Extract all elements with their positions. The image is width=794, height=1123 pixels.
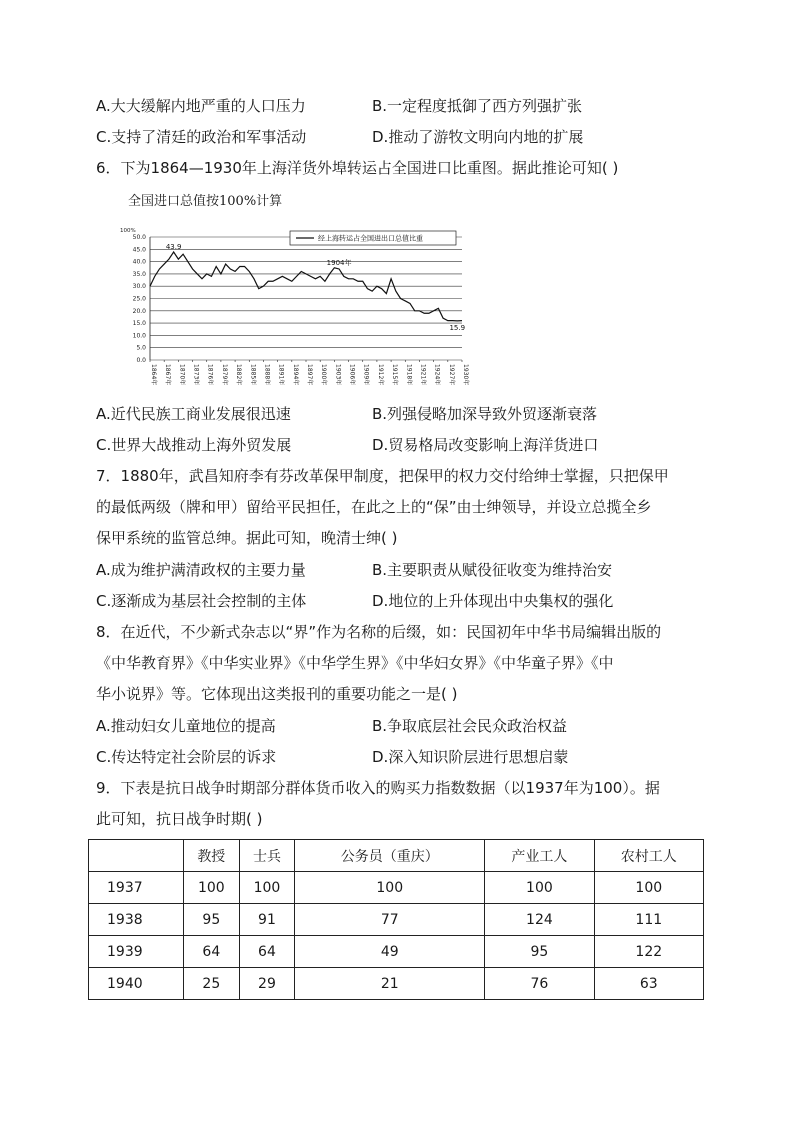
q7-option-d[interactable]: D.地位的上升体现出中央集权的强化 xyxy=(372,592,614,610)
table-header-cell: 公务员（重庆） xyxy=(295,840,485,872)
table-cell: 111 xyxy=(594,904,703,936)
x-tick-label: 1885年 xyxy=(249,364,257,386)
x-tick-label: 1906年 xyxy=(348,364,356,386)
data-label: 43.9 xyxy=(165,243,182,252)
q6-option-c[interactable]: C.世界大战推动上海外贸发展 xyxy=(96,436,292,454)
q7-option-a[interactable]: A.成为维护满清政权的主要力量 xyxy=(96,561,306,579)
x-tick-label: 1900年 xyxy=(320,364,328,386)
q8-option-b[interactable]: B.争取底层社会民众政治权益 xyxy=(372,717,568,735)
x-tick-label: 1912年 xyxy=(376,364,384,386)
y-tick-label: 15.0 xyxy=(132,320,146,328)
q5-option-d[interactable]: D.推动了游牧文明向内地的扩展 xyxy=(372,128,584,146)
y-tick-label: 50.0 xyxy=(132,234,146,241)
x-tick-label: 1915年 xyxy=(391,364,399,386)
table-cell: 76 xyxy=(485,968,594,1000)
q7-options-row-1 xyxy=(96,560,736,580)
table-cell: 122 xyxy=(594,936,703,968)
q8-option-c[interactable]: C.传达特定社会阶层的诉求 xyxy=(96,748,277,766)
q8-options-row-2 xyxy=(96,747,736,767)
q5-option-b[interactable]: B.一定程度抵御了西方列强扩张 xyxy=(372,97,583,115)
x-tick-label: 1897年 xyxy=(306,364,313,386)
y-tick-label: 10.0 xyxy=(132,332,146,340)
q7-option-b[interactable]: B.主要职责从赋役征收变为维持治安 xyxy=(372,561,613,579)
q6-stem: 6．下为1864—1930年上海洋货外埠转运占全国进口比重图。据此推论可知( ) xyxy=(96,159,619,177)
data-label: 1904年 xyxy=(326,258,352,267)
y-tick-label: 45.0 xyxy=(132,246,146,254)
y-axis-unit-label: 100% xyxy=(120,228,136,234)
x-tick-label: 1909年 xyxy=(362,364,370,386)
x-tick-label: 1903年 xyxy=(334,364,342,386)
q5-option-c[interactable]: C.支持了清廷的政治和军事活动 xyxy=(96,128,307,146)
x-tick-label: 1894年 xyxy=(291,364,299,386)
table-row xyxy=(89,904,704,936)
q8-stem-line-2: 《中华教育界》《中华实业界》《中华学生界》《中华妇女界》《中华童子界》《中 xyxy=(96,654,614,672)
q7-stem-line-3: 保甲系统的监管总绅。据此可知，晚清士绅( ) xyxy=(96,529,398,547)
y-tick-label: 30.0 xyxy=(132,283,146,291)
table-cell: 95 xyxy=(485,936,594,968)
table-row xyxy=(89,936,704,968)
table-cell: 91 xyxy=(239,904,295,936)
table-cell: 100 xyxy=(239,872,295,904)
x-tick-label: 1924年 xyxy=(433,364,441,386)
table-cell: 100 xyxy=(184,872,240,904)
q6-option-a[interactable]: A.近代民族工商业发展很迅速 xyxy=(96,405,291,423)
y-tick-label: 0.0 xyxy=(136,357,146,364)
table-cell: 63 xyxy=(594,968,703,1000)
table-row xyxy=(89,872,704,904)
table-cell: 1937 xyxy=(89,872,184,904)
q7-options-row-2 xyxy=(96,591,736,611)
table-cell: 100 xyxy=(594,872,703,904)
table-cell: 77 xyxy=(295,904,485,936)
table-cell: 25 xyxy=(184,968,240,1000)
table-cell: 1940 xyxy=(89,968,184,1000)
q8-stem-line-3: 华小说界》等。它体现出这类报刊的重要功能之一是( ) xyxy=(96,685,458,703)
q6-options-row-2 xyxy=(96,435,736,455)
table-cell: 100 xyxy=(295,872,485,904)
x-tick-label: 1882年 xyxy=(235,364,243,386)
table-header-cell xyxy=(89,840,184,872)
plot-area xyxy=(150,237,462,360)
chart-legend xyxy=(290,231,456,245)
table-header-cell: 士兵 xyxy=(239,840,295,872)
table-cell: 49 xyxy=(295,936,485,968)
x-tick-label: 1864年 xyxy=(150,364,157,386)
y-tick-label: 35.0 xyxy=(132,270,146,278)
x-tick-label: 1888年 xyxy=(263,364,271,386)
table-cell: 29 xyxy=(239,968,295,1000)
table-cell: 1939 xyxy=(89,936,184,968)
legend-label: 经上海转运占全国进出口总值比重 xyxy=(318,234,423,243)
q8-options-row-1 xyxy=(96,716,736,736)
x-tick-label: 1870年 xyxy=(178,364,186,386)
y-axis xyxy=(120,228,150,364)
table-header-cell: 农村工人 xyxy=(594,840,703,872)
q6-options-row-1 xyxy=(96,404,736,424)
table-cell: 124 xyxy=(485,904,594,936)
x-tick-label: 1867年 xyxy=(164,364,172,386)
purchasing-power-table xyxy=(88,839,704,1000)
q5-options-row-1 xyxy=(96,96,736,116)
x-tick-label: 1876年 xyxy=(206,364,214,386)
table-cell: 95 xyxy=(184,904,240,936)
chart-caption: 全国进口总值按100%计算 xyxy=(128,194,283,209)
chart-annotations xyxy=(166,243,465,332)
q8-option-a[interactable]: A.推动妇女儿童地位的提高 xyxy=(96,717,276,735)
table-row xyxy=(89,968,704,1000)
y-tick-label: 25.0 xyxy=(132,295,146,303)
x-tick-label: 1873年 xyxy=(192,364,200,386)
q5-option-a[interactable]: A.大大缓解内地严重的人口压力 xyxy=(96,97,306,115)
x-tick-label: 1918年 xyxy=(405,364,413,386)
table-cell: 21 xyxy=(295,968,485,1000)
import-share-line-chart xyxy=(118,223,478,393)
x-axis xyxy=(150,360,470,385)
q5-options-row-2 xyxy=(96,127,736,147)
q6-option-b[interactable]: B.列强侵略加深导致外贸逐渐衰落 xyxy=(372,405,598,423)
q7-stem-line-1: 7．1880年，武昌知府李有芬改革保甲制度，把保甲的权力交付给绅士掌握，只把保甲 xyxy=(96,467,669,485)
table-cell: 100 xyxy=(485,872,594,904)
x-tick-label: 1930年 xyxy=(462,364,469,386)
table-cell: 64 xyxy=(239,936,295,968)
y-tick-label: 20.0 xyxy=(132,307,146,315)
q6-option-d[interactable]: D.贸易格局改变影响上海洋货进口 xyxy=(372,436,599,454)
table-header-cell: 教授 xyxy=(184,840,240,872)
x-tick-label: 1891年 xyxy=(277,364,285,386)
q8-stem-line-1: 8．在近代，不少新式杂志以“界”作为名称的后缀，如：民国初年中华书局编辑出版的 xyxy=(96,623,662,641)
q9-stem-line-2: 此可知，抗日战争时期( ) xyxy=(96,810,263,828)
x-tick-label: 1927年 xyxy=(447,364,455,386)
data-label: 15.9 xyxy=(449,323,466,332)
table-cell: 1938 xyxy=(89,904,184,936)
table-header-row xyxy=(89,840,704,872)
x-tick-label: 1921年 xyxy=(419,364,427,386)
q9-stem-line-1: 9．下表是抗日战争时期部分群体货币收入的购买力指数数据（以1937年为100）。据 xyxy=(96,779,660,797)
q7-stem-line-2: 的最低两级（牌和甲）留给平民担任，在此之上的“保”由士绅领导，并设立总揽全乡 xyxy=(96,498,652,516)
x-tick-label: 1879年 xyxy=(220,364,228,386)
y-tick-label: 40.0 xyxy=(132,258,146,266)
y-tick-label: 5.0 xyxy=(136,344,146,352)
q8-option-d[interactable]: D.深入知识阶层进行思想启蒙 xyxy=(372,748,569,766)
table-cell: 64 xyxy=(184,936,240,968)
table-header-cell: 产业工人 xyxy=(485,840,594,872)
q7-option-c[interactable]: C.逐渐成为基层社会控制的主体 xyxy=(96,592,307,610)
